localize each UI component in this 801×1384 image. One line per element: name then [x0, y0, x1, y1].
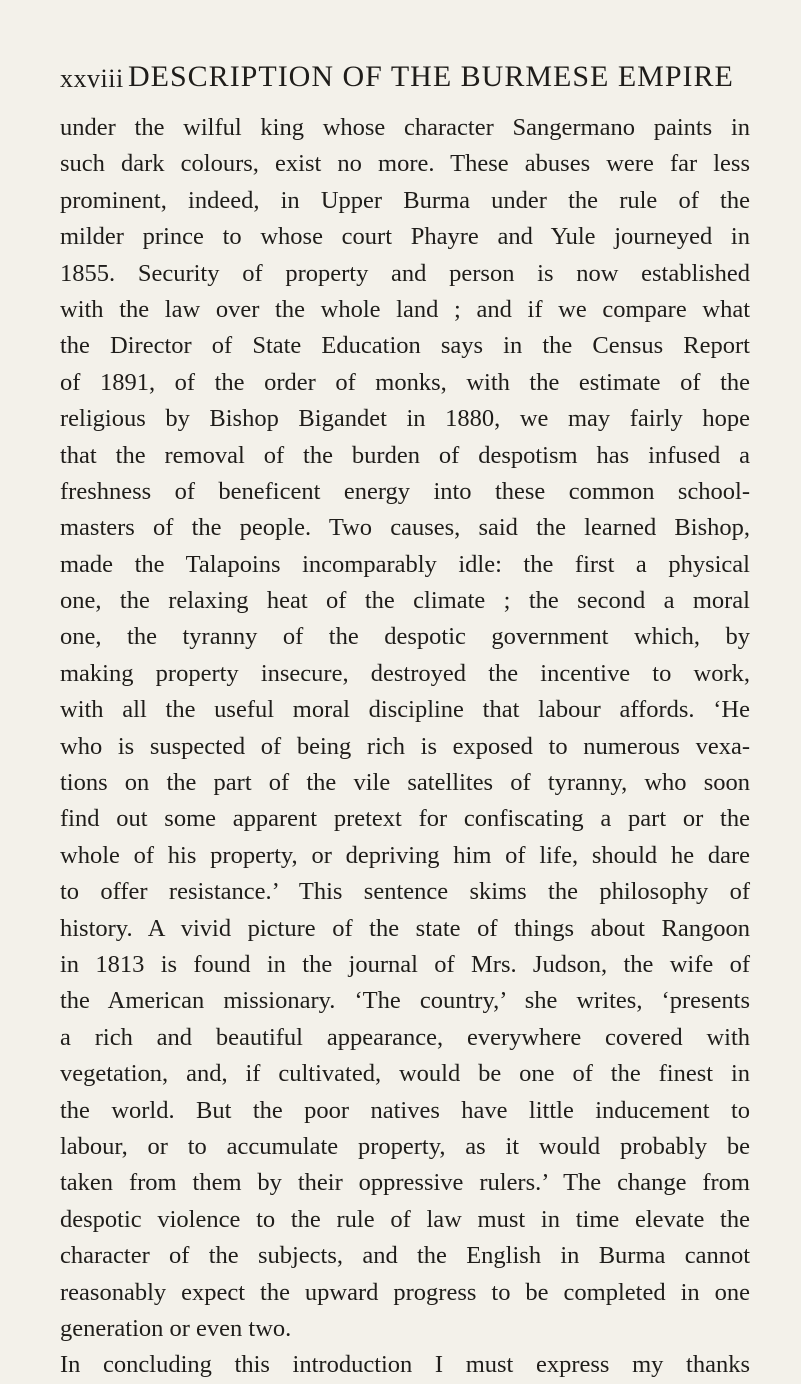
- text-line: made the Talapoins incomparably idle: the first a physical: [60, 550, 750, 578]
- text-line: that the removal of the burden of despotism has infused a: [60, 441, 750, 469]
- text-line: despotic violence to the rule of law must in time elevate the: [60, 1205, 750, 1233]
- text-line: one, the tyranny of the despotic government which, by: [60, 623, 750, 651]
- text-line: character of the subjects, and the English in Burma cannot: [60, 1242, 750, 1270]
- text-line: In concluding this introduction I must express my thanks: [60, 1351, 750, 1379]
- text-line: 1855. Security of property and person is now established: [60, 259, 750, 287]
- running-head: [0, 60, 801, 100]
- running-title: DESCRIPTION OF THE BURMESE EMPIRE: [128, 60, 734, 93]
- text-line: taken from them by their oppressive rulers.’ The change from: [60, 1169, 750, 1197]
- text-line: whole of his property, or depriving him of life, should he dare: [60, 841, 750, 869]
- text-line: freshness of beneficent energy into these common school-: [60, 477, 750, 505]
- text-line: such dark colours, exist no more. These abuses were far less: [60, 150, 750, 178]
- text-line: history. A vivid picture of the state of things about Rangoon: [60, 914, 750, 942]
- paragraph-end-line: generation or even two.: [60, 1314, 292, 1342]
- text-line: in 1813 is found in the journal of Mrs. Judson, the wife of: [60, 950, 750, 978]
- text-line: one, the relaxing heat of the climate ; the second a moral: [60, 587, 750, 615]
- text-line: labour, or to accumulate property, as it would probably be: [60, 1132, 750, 1160]
- body-text: [60, 110, 750, 1384]
- text-line: who is suspected of being rich is exposed to numerous vexa-: [60, 732, 750, 760]
- text-line: a rich and beautiful appearance, everywhere covered with: [60, 1023, 750, 1051]
- text-line: tions on the part of the vile satellites of tyranny, who soon: [60, 769, 750, 797]
- text-line: to offer resistance.’ This sentence skims the philosophy of: [60, 878, 750, 906]
- page-number: xxviii: [60, 64, 124, 93]
- text-line: masters of the people. Two causes, said the learned Bishop,: [60, 514, 750, 542]
- text-line: with all the useful moral discipline that labour affords. ‘He: [60, 696, 750, 724]
- text-line: with the law over the whole land ; and if we compare what: [60, 295, 750, 323]
- text-line: of 1891, of the order of monks, with the estimate of the: [60, 368, 750, 396]
- text-line: the world. But the poor natives have little inducement to: [60, 1096, 750, 1124]
- text-line: milder prince to whose court Phayre and Yule journeyed in: [60, 223, 750, 251]
- text-line: the Director of State Education says in the Census Report: [60, 332, 750, 360]
- text-line: religious by Bishop Bigandet in 1880, we may fairly hope: [60, 405, 750, 433]
- text-line: find out some apparent pretext for confiscating a part or the: [60, 805, 750, 833]
- text-line: making property insecure, destroyed the incentive to work,: [60, 659, 750, 687]
- text-line: under the wilful king whose character Sangermano paints in: [60, 114, 750, 141]
- text-line: reasonably expect the upward progress to be completed in one: [60, 1278, 750, 1306]
- text-line: prominent, indeed, in Upper Burma under the rule of the: [60, 186, 750, 214]
- text-line: vegetation, and, if cultivated, would be one of the finest in: [60, 1060, 750, 1088]
- text-line: the American missionary. ‘The country,’ she writes, ‘presents: [60, 987, 750, 1015]
